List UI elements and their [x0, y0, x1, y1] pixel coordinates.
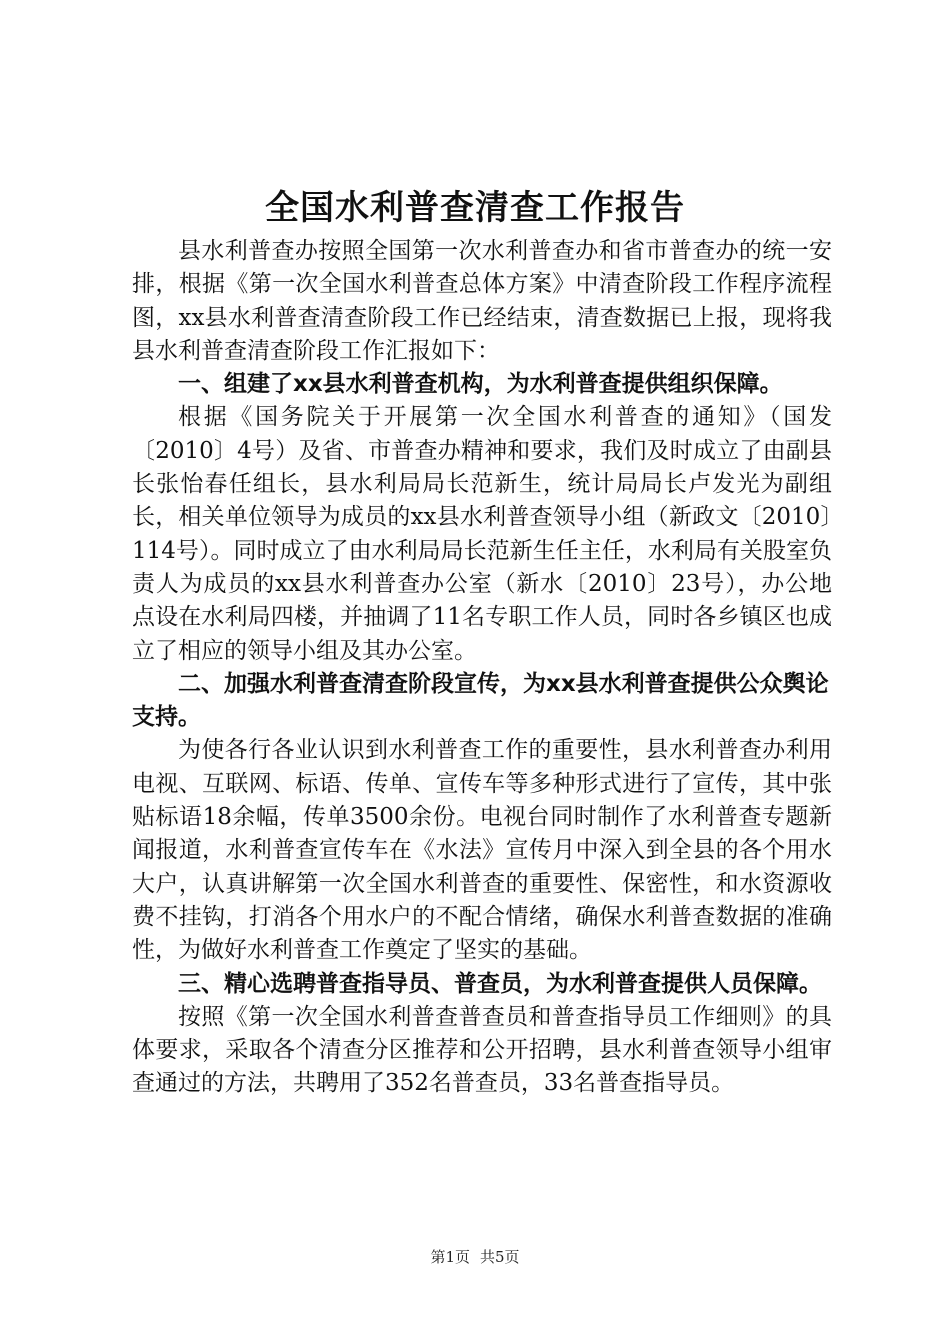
document-title: 全国水利普查清查工作报告	[265, 188, 685, 228]
section-1-heading: 一、组建了xx县水利普查机构，为水利普查提供组织保障。	[178, 371, 783, 398]
document-body	[132, 235, 832, 1101]
section-2-paragraph: 为使各行各业认识到水利普查工作的重要性，县水利普查办利用电视、互联网、标语、传单、宣传车等多种形式进行了宣传，其中张贴标语18余幅，传单3500余份。电视台同时制作了水利普查专题新闻报道，水利普查宣传车在《水法》宣传月中深入到全县的各个用水大户，认真讲解第一次全国水利普查的重要性、保密性，和水资源收费不挂钩，打消各个用水户的不配合情绪，确保水利普查数据的准确性，为做好水利普查工作奠定了坚实的基础。	[132, 737, 832, 964]
section-1-paragraph: 根据《国务院关于开展第一次全国水利普查的通知》（国发〔2010〕4号）及省、市普查办精神和要求，我们及时成立了由副县长张怡春任组长，县水利局局长范新生，统计局局长卢发光为副组长，相关单位领导为成员的xx县水利普查领导小组（新政文〔2010〕114号）。同时成立了由水利局局长范新生任主任，水利局有关股室负责人为成员的xx县水利普查办公室（新水〔2010〕23号），办公地点设在水利局四楼，并抽调了11名专职工作人员，同时各乡镇区也成立了相应的领导小组及其办公室。	[132, 404, 832, 664]
intro-paragraph: 县水利普查办按照全国第一次水利普查办和省市普查办的统一安排，根据《第一次全国水利普查总体方案》中清查阶段工作程序流程图，xx县水利普查清查阶段工作已经结束，清查数据已上报，现将我县水利普查清查阶段工作汇报如下：	[132, 238, 832, 364]
section-3-heading: 三、精心选聘普查指导员、普查员，为水利普查提供人员保障。	[178, 970, 822, 997]
section-3-paragraph: 按照《第一次全国水利普查普查员和普查指导员工作细则》的具体要求，采取各个清查分区推荐和公开招聘，县水利普查领导小组审查通过的方法，共聘用了352名普查员，33名普查指导员。	[132, 1003, 832, 1097]
section-2-heading: 二、加强水利普查清查阶段宣传，为xx县水利普查提供公众舆论支持。	[132, 670, 829, 731]
page-footer	[0, 1247, 950, 1267]
page-number: 第1页	[430, 1248, 470, 1266]
page-total: 共5页	[480, 1248, 520, 1266]
